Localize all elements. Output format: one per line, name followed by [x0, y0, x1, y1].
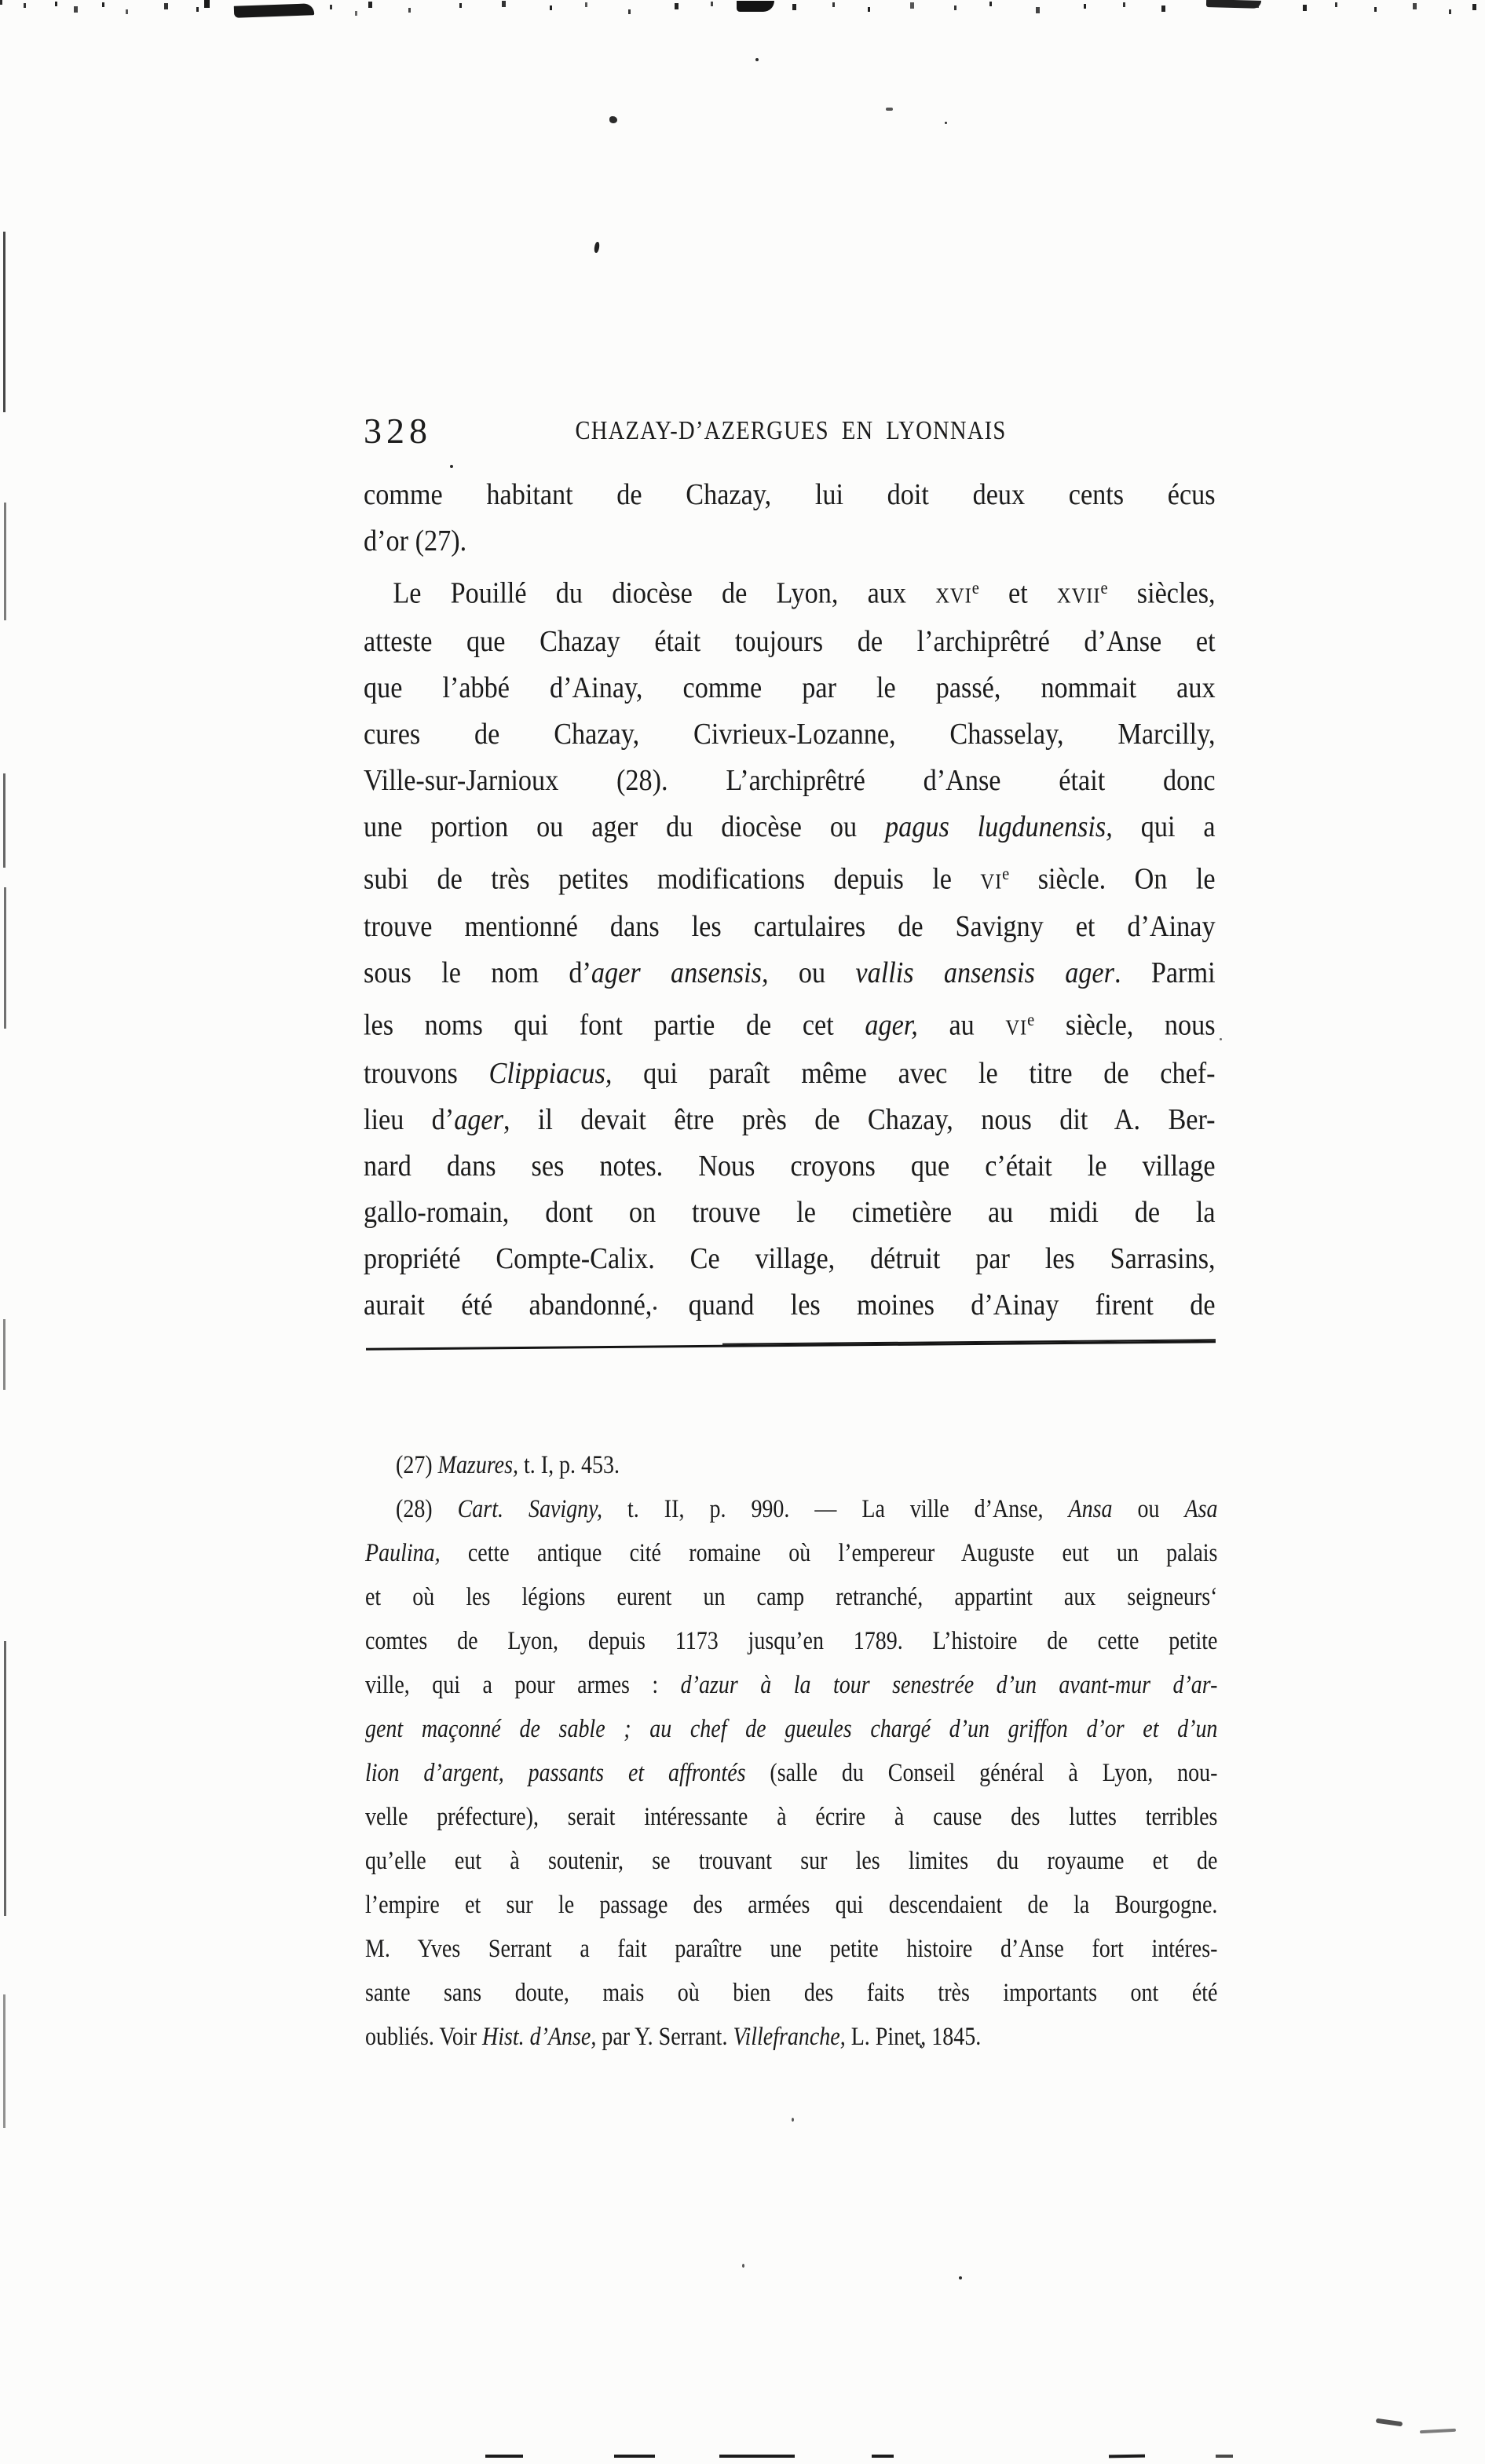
- text-line: lieu d’ager, il devait être près de Chazay, nous dit A. Ber-: [364, 1102, 1216, 1136]
- scan-bottom-dash: [485, 2455, 523, 2458]
- text-line: oubliés. Voir Hist. d’Anse, par Y. Serrant. Villefranche, L. Pinet, 1845.: [365, 2023, 982, 2051]
- text-line: comme habitant de Chazay, lui doit deux cents écus: [364, 478, 1216, 511]
- text-line: atteste que Chazay était toujours de l’archiprêtré d’Anse et: [364, 624, 1216, 658]
- text-line: velle préfecture), serait intéressante à écrire à cause des luttes terribles: [365, 1803, 1218, 1831]
- text-line: M. Yves Serrant a fait paraître une petite histoire d’Anse fort intéres-: [365, 1935, 1218, 1963]
- text-line: propriété Compte-Calix. Ce village, détruit par les Sarrasins,: [364, 1241, 1216, 1275]
- text-line: trouvons Clippiacus, qui paraît même avec le titre de chef-: [364, 1056, 1216, 1090]
- scan-speck: [792, 2118, 794, 2122]
- text-line: Paulina, cette antique cité romaine où l’empereur Auguste eut un palais: [365, 1539, 1218, 1567]
- scan-edge-line: [3, 1319, 5, 1390]
- scan-speck: [886, 108, 893, 111]
- text-line: ville, qui a pour armes : d’azur à la tour senestrée d’un avant-mur d’ar-: [365, 1671, 1218, 1699]
- text-line: comtes de Lyon, depuis 1173 jusqu’en 1789. L’histoire de cette petite: [365, 1627, 1218, 1655]
- text-line: d’or (27).: [364, 525, 467, 558]
- scan-edge-line: [3, 773, 5, 868]
- scan-blob: [1206, 0, 1261, 9]
- page-header: [364, 410, 1217, 454]
- text-line: l’empire et sur le passage des armées qui descendaient de la Bourgogne.: [365, 1891, 1218, 1919]
- scan-edge-line: [3, 232, 5, 412]
- text-line: nard dans ses notes. Nous croyons que c’était le village: [364, 1149, 1216, 1183]
- scan-bottom-dash: [614, 2455, 655, 2458]
- text-line: gallo-romain, dont on trouve le cimetière au midi de la: [364, 1195, 1216, 1229]
- scan-edge-line: [4, 503, 6, 620]
- scan-bottom-dash: [719, 2455, 795, 2458]
- scan-noise-top: [0, 0, 2, 5]
- text-line: (27) Mazures, t. I, p. 453.: [396, 1451, 620, 1479]
- main-text: [364, 472, 1216, 1329]
- scan-bottom-dash: [1109, 2455, 1145, 2459]
- scan-speck: [742, 2264, 744, 2268]
- scan-blob: [737, 1, 774, 12]
- scan-speck: [609, 116, 617, 123]
- text-line: et où les légions eurent un camp retranché, appartint aux seigneurs‘: [365, 1583, 1218, 1611]
- text-line: que l’abbé d’Ainay, comme par le passé, nommait aux: [364, 671, 1216, 704]
- text-line: gent maçonné de sable ; au chef de gueules chargé d’un griffon d’or et d’un: [365, 1715, 1218, 1743]
- text-line: cures de Chazay, Civrieux-Lozanne, Chasselay, Marcilly,: [364, 717, 1216, 751]
- text-line: sante sans doute, mais où bien des faits très importants ont été: [365, 1979, 1218, 2007]
- scan-bottom-dash: [1216, 2455, 1233, 2458]
- scan-speck: [755, 58, 759, 61]
- scan-edge-line: [3, 1994, 5, 2128]
- text-line: lion d’argent, passants et affrontés (salle du Conseil général à Lyon, nou-: [365, 1759, 1218, 1787]
- text-line: trouve mentionné dans les cartulaires de Savigny et d’Ainay: [364, 910, 1216, 944]
- text-line: subi de très petites modifications depuis le VIe siècle. On le: [364, 862, 1216, 896]
- text-line: Le Pouillé du diocèse de Lyon, aux XVIe et XVIIe siècles,: [393, 576, 1216, 610]
- scan-edge-line: [4, 1641, 6, 1916]
- scan-speck: [450, 465, 453, 468]
- text-line: sous le nom d’ager ansensis, ou vallis ansensis ager. Parmi: [364, 956, 1216, 990]
- text-line: qu’elle eut à soutenir, se trouvant sur les limites du royaume et de: [365, 1847, 1218, 1875]
- text-line: les noms qui font partie de cet ager, au VIe siècle, nous: [364, 1008, 1216, 1042]
- running-title: CHAZAY-D’AZERGUES EN LYONNAIS: [574, 416, 1007, 445]
- scan-speck: [945, 122, 947, 124]
- scan-edge-line: [4, 887, 6, 1029]
- scan-bottom-dash: [872, 2455, 894, 2458]
- footnote-separator: [366, 1340, 1216, 1350]
- scan-speck: [1220, 1038, 1222, 1040]
- scan-speck: [959, 2276, 962, 2279]
- scan-mark: [1376, 2418, 1403, 2427]
- scan-mark: [1420, 2429, 1456, 2433]
- scan-speck: [594, 242, 600, 254]
- page-number: 328: [364, 411, 432, 451]
- text-line: (28) Cart. Savigny, t. II, p. 990. — La ville d’Anse, Ansa ou Asa: [396, 1495, 1218, 1523]
- scan-blob: [234, 3, 314, 18]
- text-line: aurait été abandonné, quand les moines d’Ainay firent de: [364, 1288, 1216, 1322]
- footnotes: [365, 1443, 1217, 2059]
- text-line: une portion ou ager du diocèse ou pagus lugdunensis, qui a: [364, 810, 1216, 843]
- text-line: Ville-sur-Jarnioux (28). L’archiprêtré d’Anse était donc: [364, 763, 1216, 797]
